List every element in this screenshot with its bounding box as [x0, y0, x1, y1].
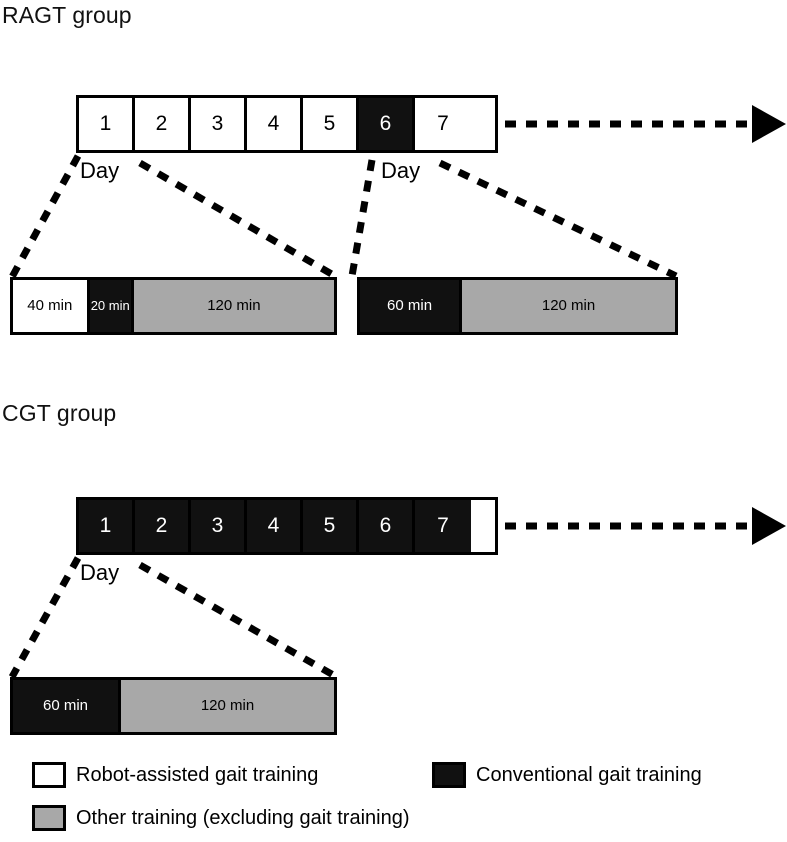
day-cell: 3	[191, 98, 247, 150]
legend-label: Conventional gait training	[476, 763, 702, 786]
day-cell: 1	[79, 98, 135, 150]
day-cell: 4	[247, 98, 303, 150]
session-bar-ragt-day6	[357, 277, 678, 335]
legend-item-other	[32, 805, 410, 831]
group-title-cgt: CGT group	[2, 400, 117, 426]
day-cell: 6	[359, 98, 415, 150]
day-cell: 1	[79, 500, 135, 552]
session-segment: 60 min	[13, 680, 121, 732]
legend-item-ragt	[32, 762, 318, 788]
legend-swatch-gray-icon	[32, 805, 66, 831]
day-label-ragt-2: Day	[381, 158, 421, 183]
week-strip-cgt	[76, 497, 498, 555]
session-bar-ragt-weekday	[10, 277, 337, 335]
connector-ragt-right-1	[140, 163, 335, 276]
timeline-arrow-head-cgt	[752, 507, 786, 545]
day-label-cgt-1: Day	[80, 560, 120, 585]
group-title-ragt: RAGT group	[2, 2, 132, 28]
timeline-arrow-head-ragt	[752, 105, 786, 143]
day-cell: 2	[135, 98, 191, 150]
day-label-ragt-1: Day	[80, 158, 120, 183]
legend-item-cgt	[432, 762, 702, 788]
connector-ragt-left-1	[12, 156, 78, 277]
legend-label: Other training (excluding gait training)	[76, 806, 410, 829]
connector-ragt-left-2	[352, 160, 372, 276]
legend-swatch-white-icon	[32, 762, 66, 788]
session-segment: 120 min	[121, 680, 334, 732]
session-bar-cgt	[10, 677, 337, 735]
week-strip-ragt	[76, 95, 498, 153]
session-segment: 120 min	[134, 280, 334, 332]
day-cell: 5	[303, 98, 359, 150]
day-cell: 2	[135, 500, 191, 552]
connector-ragt-right-2	[440, 163, 676, 276]
legend-label: Robot-assisted gait training	[76, 763, 319, 786]
session-segment: 60 min	[360, 280, 462, 332]
day-cell: 4	[247, 500, 303, 552]
day-cell: 7	[415, 500, 471, 552]
session-segment: 40 min	[13, 280, 90, 332]
connector-cgt-left	[12, 558, 78, 677]
session-segment: 120 min	[462, 280, 675, 332]
connector-cgt-right	[140, 565, 335, 676]
day-cell: 3	[191, 500, 247, 552]
session-segment: 20 min	[90, 280, 134, 332]
legend-swatch-black-icon	[432, 762, 466, 788]
day-cell: 5	[303, 500, 359, 552]
day-cell: 6	[359, 500, 415, 552]
day-cell: 7	[415, 98, 471, 150]
